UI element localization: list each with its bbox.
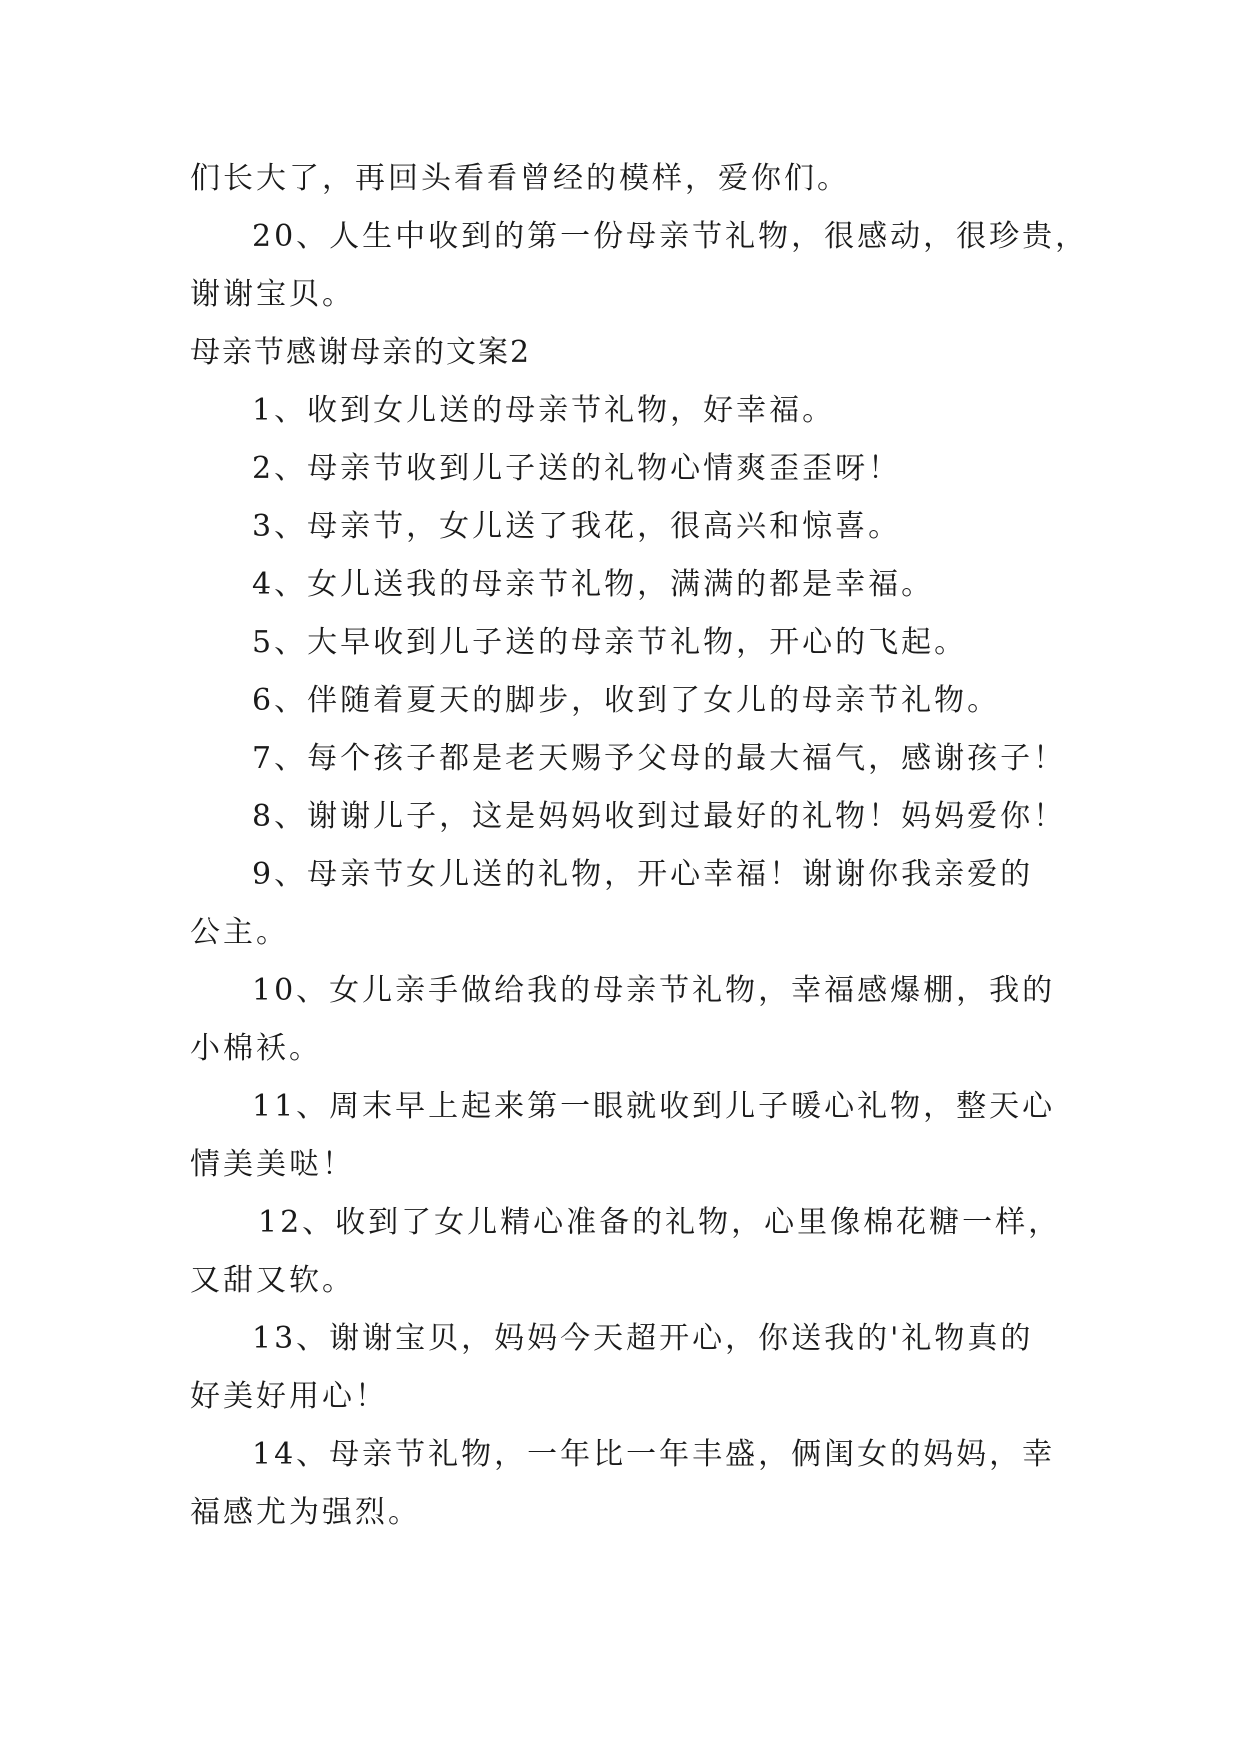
list-item-5: 5、大早收到儿子送的母亲节礼物，开心的飞起。 xyxy=(252,625,968,660)
paragraph-line: 福感尤为强烈。 xyxy=(190,1495,421,1530)
list-item-1: 1、收到女儿送的母亲节礼物，好幸福。 xyxy=(252,393,836,428)
list-item-2: 2、母亲节收到儿子送的礼物心情爽歪歪呀！ xyxy=(252,451,902,486)
paragraph-line: 们长大了，再回头看看曾经的模样，爱你们。 xyxy=(190,161,850,196)
paragraph-line: 好美好用心！ xyxy=(190,1379,388,1414)
paragraph-line: 又甜又软。 xyxy=(190,1263,355,1298)
list-item-12: 12、收到了女儿精心准备的礼物，心里像棉花糖一样， xyxy=(258,1205,1062,1240)
list-item-10: 10、女儿亲手做给我的母亲节礼物，幸福感爆棚，我的 xyxy=(252,973,1056,1008)
list-item-8: 8、谢谢儿子，这是妈妈收到过最好的礼物！妈妈爱你！ xyxy=(252,799,1067,834)
list-item-7: 7、每个孩子都是老天赐予父母的最大福气，感谢孩子！ xyxy=(252,741,1067,776)
section-heading: 母亲节感谢母亲的文案2 xyxy=(190,335,532,370)
paragraph-line: 情美美哒！ xyxy=(190,1147,355,1182)
list-item-20: 20、人生中收到的第一份母亲节礼物，很感动，很珍贵， xyxy=(252,219,1089,254)
paragraph-line: 小棉袄。 xyxy=(190,1031,322,1066)
list-item-11: 11、周末早上起来第一眼就收到儿子暖心礼物，整天心 xyxy=(252,1089,1056,1124)
list-item-6: 6、伴随着夏天的脚步，收到了女儿的母亲节礼物。 xyxy=(252,683,1001,718)
list-item-13: 13、谢谢宝贝，妈妈今天超开心，你送我的'礼物真的 xyxy=(252,1321,1034,1356)
list-item-4: 4、女儿送我的母亲节礼物，满满的都是幸福。 xyxy=(252,567,935,602)
list-item-14: 14、母亲节礼物，一年比一年丰盛，俩闺女的妈妈，幸 xyxy=(252,1437,1056,1472)
list-item-9: 9、母亲节女儿送的礼物，开心幸福！谢谢你我亲爱的 xyxy=(252,857,1034,892)
paragraph-line: 谢谢宝贝。 xyxy=(190,277,355,312)
document-body xyxy=(190,150,1089,1542)
list-item-3: 3、母亲节，女儿送了我花，很高兴和惊喜。 xyxy=(252,509,902,544)
paragraph-line: 公主。 xyxy=(190,915,289,950)
